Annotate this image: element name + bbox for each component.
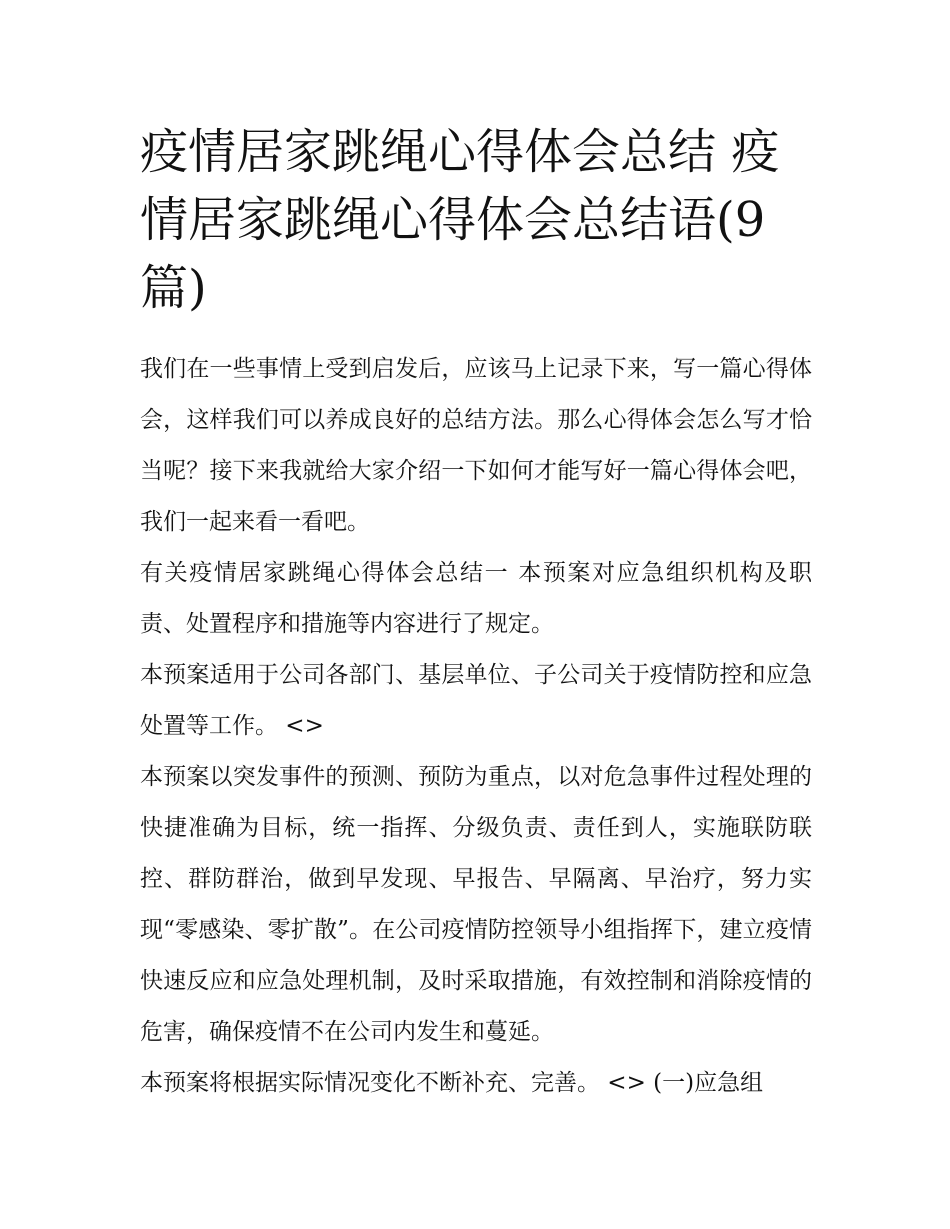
- document-body: [140, 344, 812, 1109]
- document-page: [140, 118, 812, 1109]
- paragraph-intro: 我们在一些事情上受到启发后，应该马上记录下来，写一篇心得体会，这样我们可以养成良好的总结方法。那么心得体会怎么写才恰当呢？接下来我就给大家介绍一下如何才能写好一篇心得体会吧，我们一起来看一看吧。: [140, 356, 812, 535]
- document-title: 疫情居家跳绳心得体会总结 疫情居家跳绳心得体会总结语(9篇): [140, 124, 780, 316]
- paragraph-principles: 本预案以突发事件的预测、预防为重点，以对危急事件过程处理的快捷准确为目标，统一指挥、分级负责、责任到人，实施联防联控、群防群治，做到早发现、早报告、早隔离、早治疗，努力实现“零感染、零扩散”。在公司疫情防控领导小组指挥下，建立疫情快速反应和应急处理机制，及时采取措施，有效控制和消除疫情的危害，确保疫情不在公司内发生和蔓延。: [140, 764, 812, 1045]
- paragraph-revision: 本预案将根据实际情况变化不断补充、完善。 <> (一)应急组: [140, 1070, 764, 1096]
- paragraph-section-one: 有关疫情居家跳绳心得体会总结一 本预案对应急组织机构及职责、处置程序和措施等内容进行了规定。: [140, 560, 812, 637]
- paragraph-scope: 本预案适用于公司各部门、基层单位、子公司关于疫情防控和应急处置等工作。 <>: [140, 662, 812, 739]
